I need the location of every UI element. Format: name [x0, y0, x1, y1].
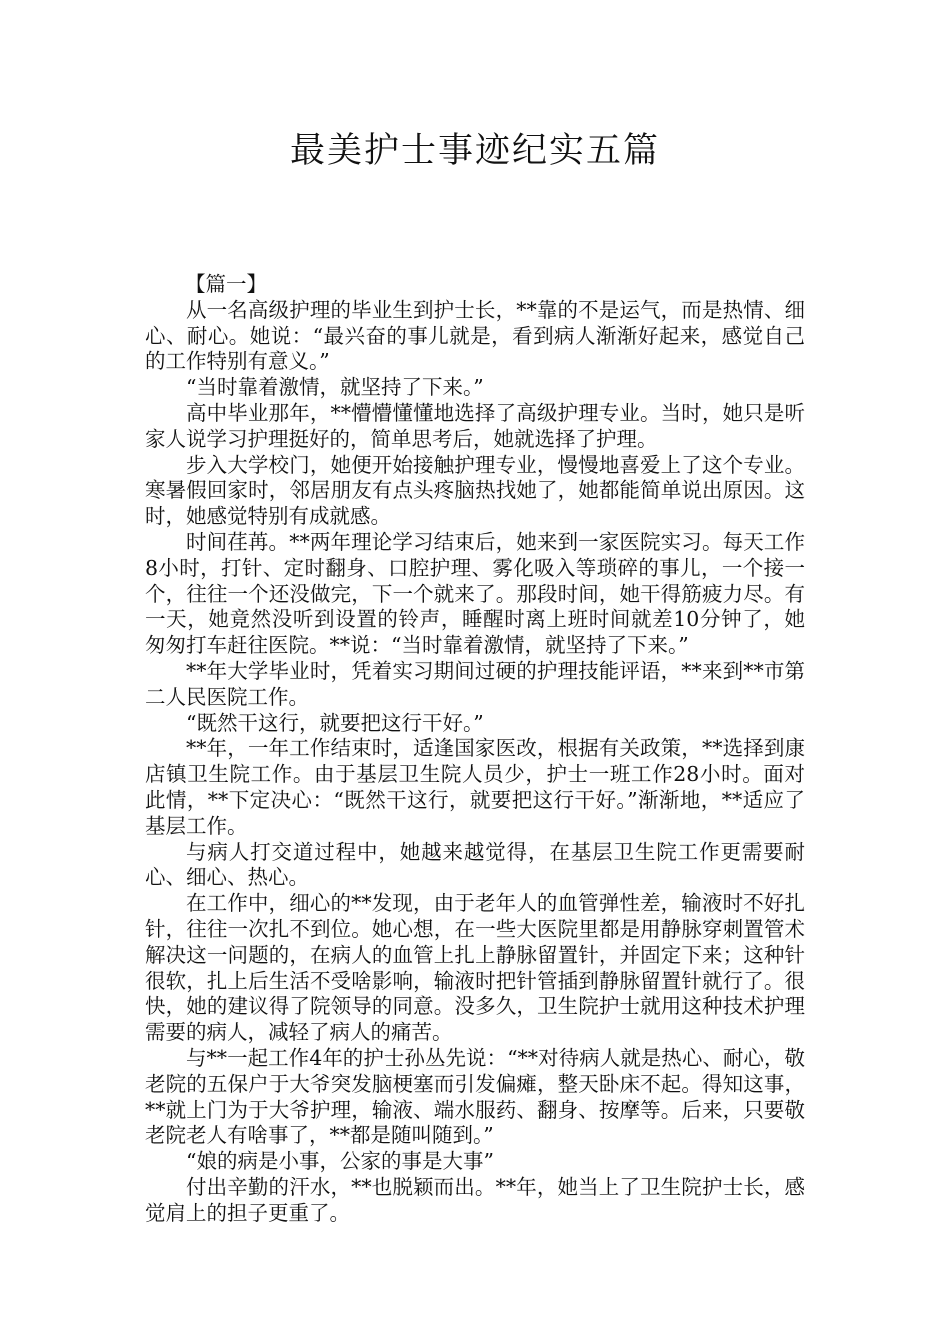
paragraph-8: **年，一年工作结束时，适逢国家医改，根据有关政策，**选择到康店镇卫生院工作。由于基层卫生院人员少，护士一班工作28小时。面对此情，**下定决心：“既然干这行，就要把这行干好。”渐渐地，**适应了基层工作。 — [145, 736, 805, 838]
paragraph-13: 付出辛勤的汗水，**也脱颖而出。**年，她当上了卫生院护士长，感觉肩上的担子更重了。 — [145, 1174, 805, 1225]
paragraph-11: 与**一起工作4年的护士孙丛先说：“**对待病人就是热心、耐心，敬老院的五保户于大爷突发脑梗塞而引发偏瘫，整天卧床不起。得知这事，**就上门为于大爷护理，输液、端水服药、翻身、按摩等。后来，只要敬老院老人有啥事了，**都是随叫随到。” — [145, 1045, 805, 1148]
paragraph-10: 在工作中，细心的**发现，由于老年人的血管弹性差，输液时不好扎针，往往一次扎不到位。她心想，在一些大医院里都是用静脉穿刺置管术解决这一问题的，在病人的血管上扎上静脉留置针，并固定下来；这种针很软，扎上后生活不受啥影响，输液时把针管插到静脉留置针就行了。很快，她的建议得了院领导的同意。没多久，卫生院护士就用这种技术护理需要的病人，减轻了病人的痛苦。 — [145, 891, 805, 1045]
paragraph-2: “当时靠着激情，就坚持了下来。” — [186, 375, 484, 400]
paragraph-6: **年大学毕业时，凭着实习期间过硬的护理技能评语，**来到**市第二人民医院工作。 — [145, 658, 805, 709]
document-title: 最美护士事迹纪实五篇 — [289, 131, 660, 171]
section-heading: 【篇一】 — [185, 272, 267, 296]
paragraph-3: 高中毕业那年，**懵懵懂懂地选择了高级护理专业。当时，她只是听家人说学习护理挺好的，简单思考后，她就选择了护理。 — [145, 400, 805, 451]
paragraph-5: 时间荏苒。**两年理论学习结束后，她来到一家医院实习。每天工作8小时，打针、定时翻身、口腔护理、雾化吸入等琐碎的事儿，一个接一个，往往一个还没做完，下一个就来了。那段时间，她干得筋疲力尽。有一天，她竟然没听到设置的铃声，睡醒时离上班时间就差10分钟了，她匆匆打车赶往医院。**说：“当时靠着激情，就坚持了下来。” — [145, 529, 805, 658]
paragraph-1: 从一名高级护理的毕业生到护士长，**靠的不是运气，而是热情、细心、耐心。她说：“最兴奋的事儿就是，看到病人渐渐好起来，感觉自己的工作特别有意义。” — [145, 297, 805, 374]
paragraph-9: 与病人打交道过程中，她越来越觉得，在基层卫生院工作更需要耐心、细心、热心。 — [145, 839, 805, 890]
paragraph-7: “既然干这行，就要把这行干好。” — [186, 710, 484, 735]
paragraph-4: 步入大学校门，她便开始接触护理专业，慢慢地喜爱上了这个专业。寒暑假回家时，邻居朋友有点头疼脑热找她了，她都能简单说出原因。这时，她感觉特别有成就感。 — [145, 452, 805, 529]
document-body — [145, 272, 805, 1226]
paragraph-12: “娘的病是小事，公家的事是大事” — [186, 1149, 494, 1174]
